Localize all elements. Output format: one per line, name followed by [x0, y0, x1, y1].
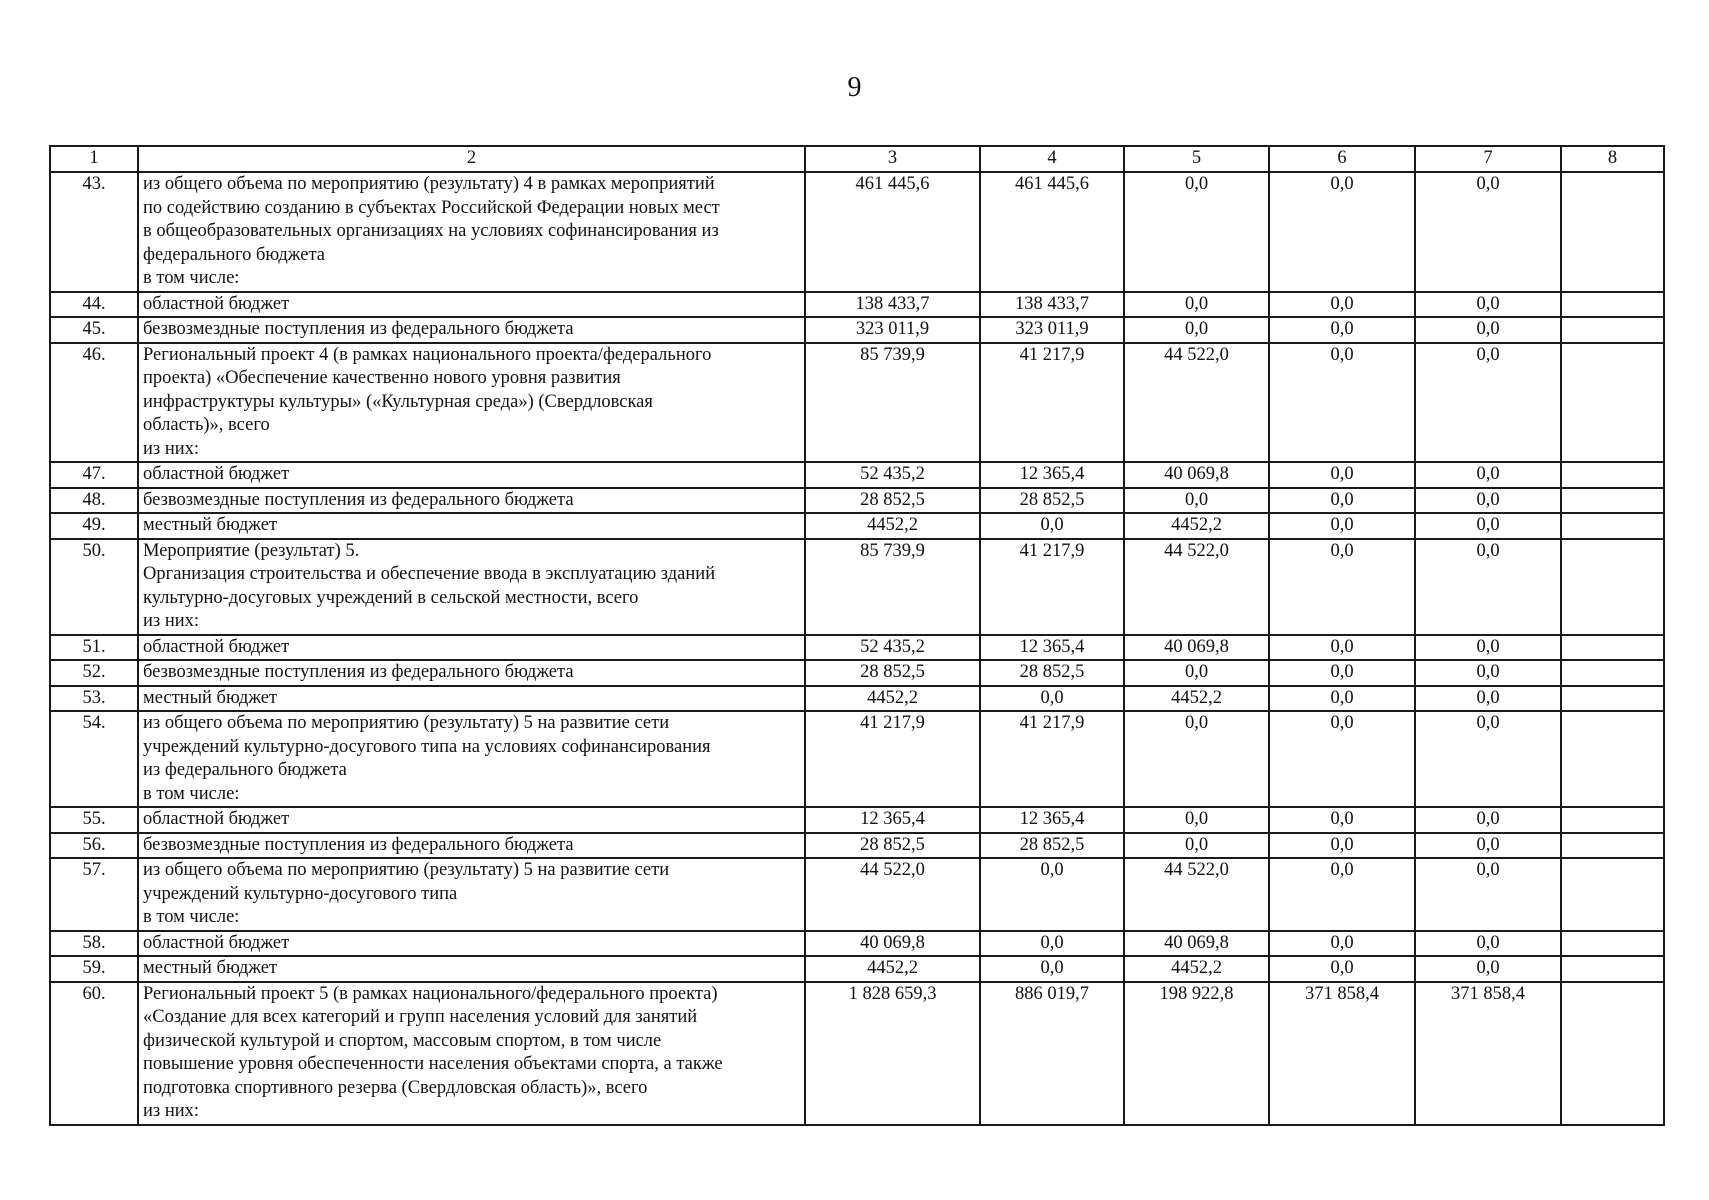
row-number: 44. [50, 292, 138, 318]
value-cell-col-3: 4452,2 [805, 686, 980, 712]
row-description [138, 635, 805, 661]
value-cell-col-4: 323 011,9 [980, 317, 1124, 343]
row-number: 59. [50, 956, 138, 982]
row-description [138, 539, 805, 635]
value-cell-col-7: 0,0 [1415, 343, 1561, 463]
row-description [138, 462, 805, 488]
description-line: по содействию созданию в субъектах Российской Федерации новых мест [143, 197, 720, 218]
description-line: учреждений культурно-досугового типа на условиях софинансирования [143, 736, 711, 757]
row-description [138, 513, 805, 539]
description-line: в том числе: [143, 783, 240, 804]
description-line: культурно-досуговых учреждений в сельской местности, всего [143, 587, 639, 608]
value-cell-col-3: 461 445,6 [805, 172, 980, 292]
value-cell-col-3: 28 852,5 [805, 488, 980, 514]
value-cell-col-8 [1561, 833, 1664, 859]
value-cell-col-6: 0,0 [1269, 956, 1415, 982]
row-number: 52. [50, 660, 138, 686]
value-cell-col-4: 28 852,5 [980, 660, 1124, 686]
description-line: в общеобразовательных организациях на условиях софинансирования из [143, 221, 719, 241]
value-cell-col-6: 0,0 [1269, 635, 1415, 661]
row-number: 50. [50, 539, 138, 635]
value-cell-col-3: 85 739,9 [805, 539, 980, 635]
value-cell-col-8 [1561, 462, 1664, 488]
row-number: 47. [50, 462, 138, 488]
description-line: областной бюджет [143, 293, 290, 314]
description-line: из них: [143, 438, 200, 459]
table-row [50, 686, 1664, 712]
value-cell-col-3: 28 852,5 [805, 660, 980, 686]
value-cell-col-3: 323 011,9 [805, 317, 980, 343]
value-cell-col-8 [1561, 956, 1664, 982]
value-cell-col-5: 40 069,8 [1124, 635, 1269, 661]
table-row [50, 858, 1664, 931]
value-cell-col-7: 0,0 [1415, 317, 1561, 343]
value-cell-col-8 [1561, 635, 1664, 661]
value-cell-col-4: 138 433,7 [980, 292, 1124, 318]
value-cell-col-4: 0,0 [980, 513, 1124, 539]
row-description [138, 660, 805, 686]
row-description [138, 488, 805, 514]
value-cell-col-7: 0,0 [1415, 513, 1561, 539]
row-description [138, 317, 805, 343]
value-cell-col-6: 0,0 [1269, 833, 1415, 859]
description-line: «Создание для всех категорий и групп населения условий для занятий [143, 1007, 698, 1027]
table-row [50, 343, 1664, 463]
row-number: 55. [50, 807, 138, 833]
value-cell-col-8 [1561, 539, 1664, 635]
value-cell-col-7: 0,0 [1415, 635, 1561, 661]
row-description [138, 931, 805, 957]
row-number: 60. [50, 982, 138, 1125]
description-line: из общего объема по мероприятию (результату) 4 в рамках мероприятий [143, 174, 715, 194]
column-header-5: 5 [1124, 146, 1269, 172]
row-description [138, 686, 805, 712]
table-row [50, 317, 1664, 343]
value-cell-col-6: 0,0 [1269, 686, 1415, 712]
description-line: подготовка спортивного резерва (Свердловская область)», всего [143, 1077, 648, 1098]
row-description [138, 833, 805, 859]
value-cell-col-5: 0,0 [1124, 317, 1269, 343]
value-cell-col-5: 40 069,8 [1124, 931, 1269, 957]
value-cell-col-3: 41 217,9 [805, 711, 980, 807]
value-cell-col-5: 44 522,0 [1124, 539, 1269, 635]
value-cell-col-7: 0,0 [1415, 858, 1561, 931]
value-cell-col-5: 4452,2 [1124, 686, 1269, 712]
value-cell-col-3: 1 828 659,3 [805, 982, 980, 1125]
row-description [138, 982, 805, 1125]
column-header-3: 3 [805, 146, 980, 172]
value-cell-col-4: 886 019,7 [980, 982, 1124, 1125]
value-cell-col-5: 44 522,0 [1124, 858, 1269, 931]
value-cell-col-6: 371 858,4 [1269, 982, 1415, 1125]
table-row [50, 982, 1664, 1125]
value-cell-col-3: 40 069,8 [805, 931, 980, 957]
description-line: инфраструктуры культуры» («Культурная среда») (Свердловская [143, 391, 653, 412]
value-cell-col-4: 0,0 [980, 931, 1124, 957]
description-line: областной бюджет [143, 809, 290, 829]
value-cell-col-6: 0,0 [1269, 711, 1415, 807]
value-cell-col-6: 0,0 [1269, 807, 1415, 833]
value-cell-col-6: 0,0 [1269, 462, 1415, 488]
value-cell-col-6: 0,0 [1269, 317, 1415, 343]
row-number: 45. [50, 317, 138, 343]
description-line: в том числе: [143, 268, 240, 288]
value-cell-col-4: 0,0 [980, 956, 1124, 982]
value-cell-col-5: 0,0 [1124, 292, 1269, 318]
value-cell-col-6: 0,0 [1269, 292, 1415, 318]
value-cell-col-3: 52 435,2 [805, 635, 980, 661]
row-number: 43. [50, 172, 138, 292]
value-cell-col-4: 12 365,4 [980, 462, 1124, 488]
value-cell-col-8 [1561, 711, 1664, 807]
description-line: областной бюджет [143, 464, 290, 484]
description-line: Региональный проект 4 (в рамках национального проекта/федерального [143, 344, 712, 365]
row-description [138, 858, 805, 931]
row-description [138, 292, 805, 318]
description-line: безвозмездные поступления из федерального бюджета [143, 489, 574, 510]
column-header-1: 1 [50, 146, 138, 172]
value-cell-col-7: 0,0 [1415, 660, 1561, 686]
table-row [50, 711, 1664, 807]
value-cell-col-5: 0,0 [1124, 660, 1269, 686]
value-cell-col-8 [1561, 317, 1664, 343]
description-line: физической культурой и спортом, массовым спортом, в том числе [143, 1030, 662, 1051]
value-cell-col-4: 41 217,9 [980, 711, 1124, 807]
description-line: из них: [143, 611, 200, 631]
row-number: 54. [50, 711, 138, 807]
row-number: 51. [50, 635, 138, 661]
value-cell-col-5: 40 069,8 [1124, 462, 1269, 488]
value-cell-col-5: 0,0 [1124, 488, 1269, 514]
row-number: 48. [50, 488, 138, 514]
value-cell-col-7: 0,0 [1415, 711, 1561, 807]
description-line: Региональный проект 5 (в рамках национального/федерального проекта) [143, 983, 718, 1004]
table-row [50, 833, 1664, 859]
value-cell-col-3: 28 852,5 [805, 833, 980, 859]
value-cell-col-8 [1561, 982, 1664, 1125]
value-cell-col-5: 0,0 [1124, 833, 1269, 859]
row-number: 49. [50, 513, 138, 539]
description-line: областной бюджет [143, 932, 290, 953]
value-cell-col-3: 138 433,7 [805, 292, 980, 318]
value-cell-col-8 [1561, 660, 1664, 686]
column-header-8: 8 [1561, 146, 1664, 172]
row-description [138, 711, 805, 807]
value-cell-col-7: 371 858,4 [1415, 982, 1561, 1125]
budget-table [49, 145, 1665, 1126]
description-line: Мероприятие (результат) 5. [143, 540, 360, 561]
value-cell-col-3: 52 435,2 [805, 462, 980, 488]
value-cell-col-4: 461 445,6 [980, 172, 1124, 292]
value-cell-col-3: 4452,2 [805, 956, 980, 982]
value-cell-col-7: 0,0 [1415, 931, 1561, 957]
value-cell-col-4: 41 217,9 [980, 539, 1124, 635]
row-number: 57. [50, 858, 138, 931]
description-line: местный бюджет [143, 958, 278, 978]
row-description [138, 172, 805, 292]
value-cell-col-6: 0,0 [1269, 343, 1415, 463]
value-cell-col-5: 0,0 [1124, 807, 1269, 833]
value-cell-col-7: 0,0 [1415, 686, 1561, 712]
value-cell-col-6: 0,0 [1269, 858, 1415, 931]
table-row [50, 462, 1664, 488]
description-line: проекта) «Обеспечение качественно нового уровня развития [143, 368, 621, 388]
value-cell-col-7: 0,0 [1415, 807, 1561, 833]
value-cell-col-8 [1561, 686, 1664, 712]
value-cell-col-3: 4452,2 [805, 513, 980, 539]
description-line: местный бюджет [143, 687, 278, 708]
value-cell-col-4: 12 365,4 [980, 635, 1124, 661]
column-header-6: 6 [1269, 146, 1415, 172]
value-cell-col-5: 0,0 [1124, 711, 1269, 807]
value-cell-col-6: 0,0 [1269, 488, 1415, 514]
description-line: повышение уровня обеспеченности населения объектами спорта, а также [143, 1054, 723, 1074]
description-line: область)», всего [143, 415, 270, 435]
value-cell-col-7: 0,0 [1415, 292, 1561, 318]
column-header-4: 4 [980, 146, 1124, 172]
column-header-7: 7 [1415, 146, 1561, 172]
description-line: из общего объема по мероприятию (результату) 5 на развитие сети [143, 860, 670, 880]
value-cell-col-7: 0,0 [1415, 833, 1561, 859]
header-row [50, 146, 1664, 172]
row-description [138, 343, 805, 463]
value-cell-col-7: 0,0 [1415, 488, 1561, 514]
value-cell-col-8 [1561, 858, 1664, 931]
value-cell-col-5: 4452,2 [1124, 956, 1269, 982]
table-row [50, 660, 1664, 686]
value-cell-col-8 [1561, 488, 1664, 514]
value-cell-col-5: 198 922,8 [1124, 982, 1269, 1125]
row-description [138, 956, 805, 982]
value-cell-col-7: 0,0 [1415, 539, 1561, 635]
value-cell-col-8 [1561, 343, 1664, 463]
column-header-2: 2 [138, 146, 805, 172]
value-cell-col-8 [1561, 513, 1664, 539]
table-row [50, 635, 1664, 661]
value-cell-col-4: 41 217,9 [980, 343, 1124, 463]
value-cell-col-5: 0,0 [1124, 172, 1269, 292]
description-line: федерального бюджета [143, 244, 326, 265]
table-row [50, 172, 1664, 292]
value-cell-col-4: 28 852,5 [980, 833, 1124, 859]
value-cell-col-6: 0,0 [1269, 660, 1415, 686]
row-number: 56. [50, 833, 138, 859]
value-cell-col-7: 0,0 [1415, 956, 1561, 982]
table-row [50, 292, 1664, 318]
value-cell-col-4: 28 852,5 [980, 488, 1124, 514]
description-line: безвозмездные поступления из федерального бюджета [143, 662, 574, 682]
table-body [50, 172, 1664, 1125]
description-line: Организация строительства и обеспечение ввода в эксплуатацию зданий [143, 564, 716, 584]
value-cell-col-5: 4452,2 [1124, 513, 1269, 539]
value-cell-col-4: 12 365,4 [980, 807, 1124, 833]
value-cell-col-7: 0,0 [1415, 462, 1561, 488]
table-row [50, 931, 1664, 957]
value-cell-col-3: 85 739,9 [805, 343, 980, 463]
value-cell-col-3: 44 522,0 [805, 858, 980, 931]
value-cell-col-6: 0,0 [1269, 172, 1415, 292]
value-cell-col-8 [1561, 931, 1664, 957]
value-cell-col-8 [1561, 292, 1664, 318]
row-number: 46. [50, 343, 138, 463]
description-line: учреждений культурно-досугового типа [143, 883, 458, 904]
table-row [50, 488, 1664, 514]
table-row [50, 539, 1664, 635]
value-cell-col-8 [1561, 807, 1664, 833]
table-row [50, 807, 1664, 833]
description-line: в том числе: [143, 907, 240, 927]
table-row [50, 513, 1664, 539]
description-line: областной бюджет [143, 636, 290, 657]
value-cell-col-6: 0,0 [1269, 513, 1415, 539]
description-line: из них: [143, 1101, 200, 1121]
value-cell-col-6: 0,0 [1269, 931, 1415, 957]
description-line: безвозмездные поступления из федерального бюджета [143, 834, 574, 855]
value-cell-col-8 [1561, 172, 1664, 292]
value-cell-col-4: 0,0 [980, 686, 1124, 712]
description-line: из федерального бюджета [143, 760, 347, 780]
value-cell-col-7: 0,0 [1415, 172, 1561, 292]
row-description [138, 807, 805, 833]
description-line: из общего объема по мероприятию (результату) 5 на развитие сети [143, 713, 670, 733]
row-number: 53. [50, 686, 138, 712]
value-cell-col-5: 44 522,0 [1124, 343, 1269, 463]
page-number: 9 [847, 72, 862, 103]
row-number: 58. [50, 931, 138, 957]
description-line: местный бюджет [143, 515, 278, 535]
value-cell-col-3: 12 365,4 [805, 807, 980, 833]
table-row [50, 956, 1664, 982]
value-cell-col-4: 0,0 [980, 858, 1124, 931]
value-cell-col-6: 0,0 [1269, 539, 1415, 635]
description-line: безвозмездные поступления из федерального бюджета [143, 319, 574, 339]
